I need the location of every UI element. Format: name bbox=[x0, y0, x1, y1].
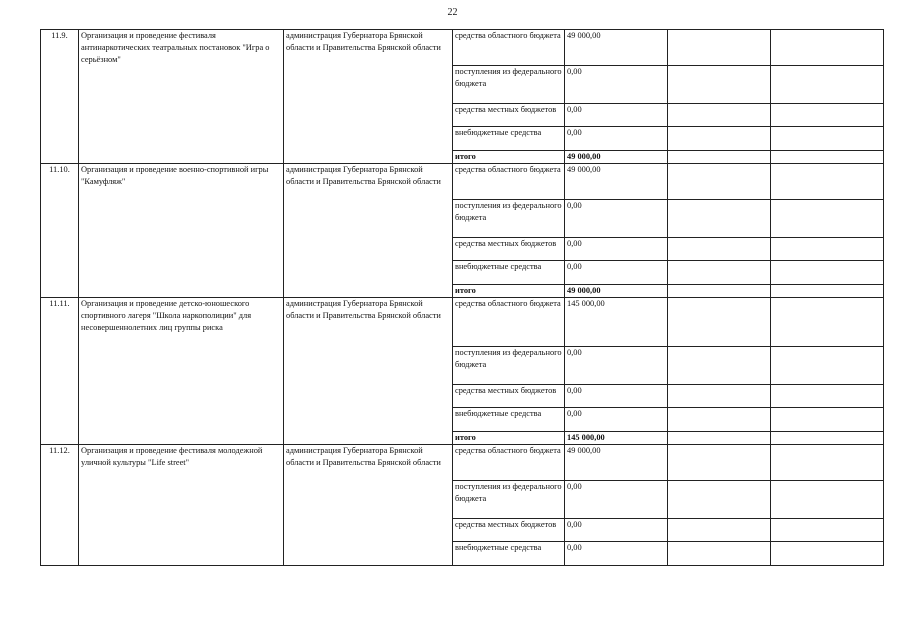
activity-name: Организация и проведение детско-юношеского спортивного лагеря "Школа наркополиции" для несовершеннолетних лиц группы риска bbox=[79, 298, 284, 445]
table-row bbox=[41, 164, 884, 200]
budget-table bbox=[40, 29, 884, 566]
empty-cell bbox=[668, 238, 771, 261]
row-number: 11.12. bbox=[41, 445, 79, 566]
activity-name: Организация и проведение фестиваля молодежной уличной культуры "Life street" bbox=[79, 445, 284, 566]
amount-cell: 49 000,00 bbox=[565, 30, 668, 66]
empty-cell bbox=[771, 261, 884, 285]
empty-cell bbox=[668, 481, 771, 519]
empty-cell bbox=[771, 238, 884, 261]
empty-cell bbox=[668, 542, 771, 566]
empty-cell bbox=[771, 542, 884, 566]
empty-cell bbox=[668, 66, 771, 104]
activity-name: Организация и проведение военно-спортивной игры "Камуфляж" bbox=[79, 164, 284, 298]
empty-cell bbox=[771, 385, 884, 408]
empty-cell bbox=[668, 385, 771, 408]
source-label: средства местных бюджетов bbox=[453, 104, 565, 127]
empty-cell bbox=[771, 104, 884, 127]
empty-cell bbox=[668, 519, 771, 542]
row-number: 11.10. bbox=[41, 164, 79, 298]
total-label: итого bbox=[453, 432, 565, 445]
executor: администрация Губернатора Брянской области и Правительства Брянской области bbox=[284, 298, 453, 445]
empty-cell bbox=[771, 66, 884, 104]
empty-cell bbox=[771, 200, 884, 238]
amount-cell: 0,00 bbox=[565, 261, 668, 285]
empty-cell bbox=[771, 432, 884, 445]
activity-name: Организация и проведение фестиваля антинаркотических театральных постановок "Игра о серьёзном" bbox=[79, 30, 284, 164]
amount-cell: 0,00 bbox=[565, 519, 668, 542]
table-row bbox=[41, 30, 884, 66]
source-label: поступления из федерального бюджета bbox=[453, 66, 565, 104]
amount-cell: 0,00 bbox=[565, 481, 668, 519]
empty-cell bbox=[668, 432, 771, 445]
empty-cell bbox=[771, 164, 884, 200]
source-label: внебюджетные средства bbox=[453, 127, 565, 151]
empty-cell bbox=[771, 285, 884, 298]
source-label: внебюджетные средства bbox=[453, 261, 565, 285]
empty-cell bbox=[668, 347, 771, 385]
total-amount: 49 000,00 bbox=[565, 151, 668, 164]
amount-cell: 0,00 bbox=[565, 385, 668, 408]
empty-cell bbox=[668, 298, 771, 347]
table-row bbox=[41, 445, 884, 481]
empty-cell bbox=[771, 408, 884, 432]
empty-cell bbox=[668, 30, 771, 66]
empty-cell bbox=[771, 298, 884, 347]
amount-cell: 0,00 bbox=[565, 200, 668, 238]
total-amount: 145 000,00 bbox=[565, 432, 668, 445]
empty-cell bbox=[771, 445, 884, 481]
total-label: итого bbox=[453, 151, 565, 164]
empty-cell bbox=[668, 104, 771, 127]
empty-cell bbox=[668, 408, 771, 432]
amount-cell: 0,00 bbox=[565, 127, 668, 151]
amount-cell: 0,00 bbox=[565, 238, 668, 261]
amount-cell: 0,00 bbox=[565, 408, 668, 432]
total-amount: 49 000,00 bbox=[565, 285, 668, 298]
amount-cell: 49 000,00 bbox=[565, 164, 668, 200]
source-label: средства местных бюджетов bbox=[453, 385, 565, 408]
source-label: средства областного бюджета bbox=[453, 30, 565, 66]
empty-cell bbox=[771, 30, 884, 66]
amount-cell: 0,00 bbox=[565, 104, 668, 127]
amount-cell: 49 000,00 bbox=[565, 445, 668, 481]
empty-cell bbox=[668, 127, 771, 151]
source-label: внебюджетные средства bbox=[453, 408, 565, 432]
empty-cell bbox=[771, 481, 884, 519]
source-label: средства областного бюджета bbox=[453, 445, 565, 481]
amount-cell: 0,00 bbox=[565, 347, 668, 385]
empty-cell bbox=[668, 285, 771, 298]
amount-cell: 0,00 bbox=[565, 542, 668, 566]
empty-cell bbox=[771, 519, 884, 542]
source-label: поступления из федерального бюджета bbox=[453, 200, 565, 238]
amount-cell: 145 000,00 bbox=[565, 298, 668, 347]
empty-cell bbox=[668, 164, 771, 200]
empty-cell bbox=[771, 151, 884, 164]
executor: администрация Губернатора Брянской области и Правительства Брянской области bbox=[284, 30, 453, 164]
row-number: 11.11. bbox=[41, 298, 79, 445]
empty-cell bbox=[771, 347, 884, 385]
executor: администрация Губернатора Брянской области и Правительства Брянской области bbox=[284, 445, 453, 566]
total-label: итого bbox=[453, 285, 565, 298]
row-number: 11.9. bbox=[41, 30, 79, 164]
source-label: средства местных бюджетов bbox=[453, 519, 565, 542]
empty-cell bbox=[668, 445, 771, 481]
source-label: поступления из федерального бюджета bbox=[453, 481, 565, 519]
empty-cell bbox=[668, 151, 771, 164]
source-label: внебюджетные средства bbox=[453, 542, 565, 566]
executor: администрация Губернатора Брянской области и Правительства Брянской области bbox=[284, 164, 453, 298]
empty-cell bbox=[668, 261, 771, 285]
page-number: 22 bbox=[447, 7, 458, 18]
source-label: средства местных бюджетов bbox=[453, 238, 565, 261]
table-row bbox=[41, 298, 884, 347]
empty-cell bbox=[668, 200, 771, 238]
source-label: средства областного бюджета bbox=[453, 298, 565, 347]
empty-cell bbox=[771, 127, 884, 151]
source-label: средства областного бюджета bbox=[453, 164, 565, 200]
source-label: поступления из федерального бюджета bbox=[453, 347, 565, 385]
amount-cell: 0,00 bbox=[565, 66, 668, 104]
